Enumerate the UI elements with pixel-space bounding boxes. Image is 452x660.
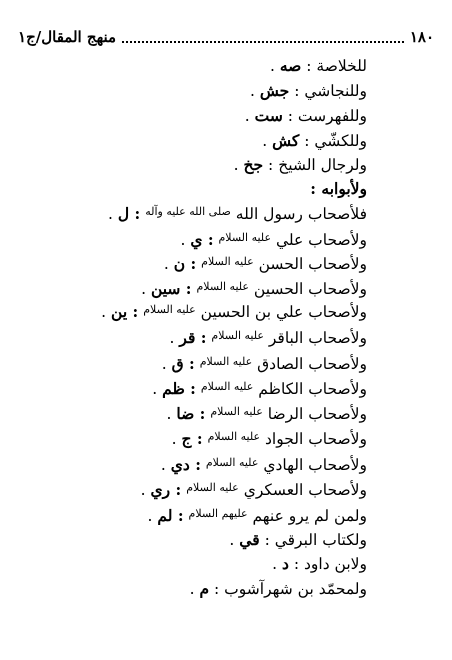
honorific-glyph: عليه السلام bbox=[200, 380, 254, 393]
list-item: ولأصحاب الهادي $^{عليه السلام}$ : دي . bbox=[160, 455, 367, 474]
list-item: ولأصحاب الحسن $^{عليه السلام}$ : ن . bbox=[163, 254, 367, 273]
list-item: وللفهرست : ست . bbox=[244, 106, 367, 125]
list-item: وللنجاشي : جش . bbox=[250, 81, 367, 100]
page-number: ١٨٠ bbox=[409, 28, 434, 46]
honorific-glyph: عليه السلام bbox=[201, 255, 254, 268]
honorific-glyph: عليه السلام bbox=[211, 329, 264, 342]
list-item: ولكتاب البرقي : قي . bbox=[229, 530, 367, 549]
list-item: ولمحمّد بن شهرآشوب : م . bbox=[189, 579, 367, 598]
list-item: ولأبوابه : bbox=[310, 179, 367, 198]
honorific-glyph: عليهم السلام bbox=[188, 507, 248, 520]
honorific-glyph: عليه السلام bbox=[196, 280, 249, 293]
list-item: ولأصحاب العسكري $^{عليه السلام}$ : ري . bbox=[140, 480, 367, 499]
honorific-glyph: عليه السلام bbox=[186, 481, 239, 494]
list-item: ولأصحاب الباقر $^{عليه السلام}$ : قر . bbox=[169, 328, 367, 347]
page-header bbox=[18, 26, 434, 48]
list-item: وللكشّي : كش . bbox=[262, 131, 367, 150]
running-title: منهج المقال/ج١ bbox=[18, 28, 117, 46]
list-item: ولابن داود : د . bbox=[272, 554, 367, 573]
dotted-leader bbox=[122, 31, 404, 43]
list-item: ولأصحاب علي بن الحسين $^{عليه السلام}$ : ين . bbox=[101, 302, 367, 321]
honorific-glyph: عليه السلام bbox=[199, 355, 253, 368]
honorific-glyph: عليه السلام bbox=[205, 456, 259, 469]
honorific-glyph: عليه السلام bbox=[218, 231, 272, 244]
honorific-glyph: عليه السلام bbox=[143, 303, 196, 316]
honorific-glyph: عليه السلام bbox=[207, 430, 261, 443]
honorific-glyph: صلى الله عليه وآله bbox=[145, 205, 231, 218]
list-item: ولأصحاب الرضا $^{عليه السلام}$ : ضا . bbox=[166, 404, 367, 423]
list-item: ولأصحاب الصادق $^{عليه السلام}$ : ق . bbox=[161, 354, 367, 373]
list-item: ولأصحاب الكاظم $^{عليه السلام}$ : ظم . bbox=[152, 379, 367, 398]
list-item: ولأصحاب الحسين $^{عليه السلام}$ : سين . bbox=[141, 279, 367, 298]
list-item: ولأصحاب الجواد $^{عليه السلام}$ : ج . bbox=[171, 429, 367, 448]
list-item: ولمن لم يرو عنهم $^{عليهم السلام}$ : لم . bbox=[147, 506, 367, 525]
list-item: فلأصحاب رسول الله $^{صلى الله عليه وآله}$ : ل . bbox=[108, 204, 367, 223]
honorific-glyph: عليه السلام bbox=[210, 405, 263, 418]
list-item: ولأصحاب علي $^{عليه السلام}$ : ي . bbox=[180, 230, 367, 249]
list-item: ولرجال الشيخ : جخ . bbox=[233, 155, 367, 174]
list-item: للخلاصة : صه . bbox=[269, 56, 367, 75]
